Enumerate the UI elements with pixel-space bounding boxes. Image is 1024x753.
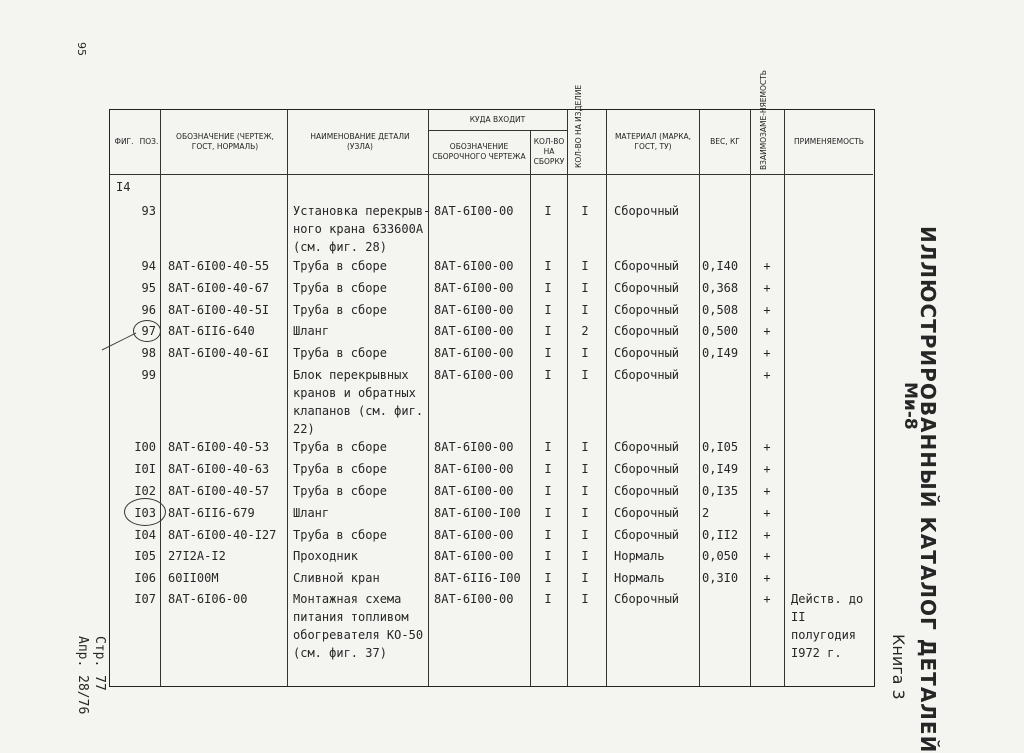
- row-pos: I03: [134, 506, 156, 520]
- row-material: Сборочный: [614, 204, 680, 218]
- row-weight: 0,I49: [702, 346, 739, 360]
- row-material: Сборочный: [614, 592, 680, 606]
- row-qty-assembly: I: [544, 462, 552, 476]
- header-pos: ПОЗ.: [139, 137, 159, 146]
- row-designation: 8АТ-6I00-40-6I: [168, 346, 270, 360]
- row-interchangeability: +: [763, 592, 771, 606]
- row-designation: 8АТ-6I00-40-57: [168, 484, 270, 498]
- row-weight: 0,I40: [702, 259, 739, 273]
- row-weight: 0,II2: [702, 528, 739, 542]
- row-weight: 0,368: [702, 281, 739, 295]
- row-qty-assembly: I: [544, 506, 552, 520]
- row-weight: 0,I05: [702, 440, 739, 454]
- row-designation: 8АТ-6I06-00: [168, 592, 248, 606]
- row-interchangeability: +: [763, 440, 771, 454]
- row-designation: 8АТ-6I00-40-55: [168, 259, 270, 273]
- row-applicability: Действ. до II полугодия I972 г.: [791, 592, 864, 660]
- row-pos: I00: [134, 440, 156, 454]
- row-name: Труба в сборе: [293, 462, 387, 476]
- row-material: Нормаль: [614, 571, 665, 585]
- row-designation: 8АТ-6I00-40-5I: [168, 303, 270, 317]
- row-material: Сборочный: [614, 346, 680, 360]
- row-name: Труба в сборе: [293, 259, 387, 273]
- row-qty-assembly: I: [544, 592, 552, 606]
- figure-number: I4: [116, 180, 131, 194]
- row-qty-assembly: I: [544, 324, 552, 338]
- row-material: Нормаль: [614, 549, 665, 563]
- row-qty-product: I: [581, 346, 589, 360]
- row-qty-assembly: I: [544, 368, 552, 382]
- col-divider: [606, 110, 607, 686]
- row-assembly: 8АТ-6II6-I00: [434, 571, 521, 585]
- row-pos: 98: [141, 346, 156, 360]
- row-material: Сборочный: [614, 259, 680, 273]
- row-qty-product: I: [581, 259, 589, 273]
- hand-circle-103: [124, 498, 166, 526]
- row-name: Труба в сборе: [293, 440, 387, 454]
- row-interchangeability: +: [763, 462, 771, 476]
- header-interchangeability: ВЗАИМОЗАМЕ-НЯЕМОСТЬ: [759, 70, 768, 170]
- row-qty-assembly: I: [544, 484, 552, 498]
- row-name: Установка перекрыв-ного крана 633600А (см. фиг. 28): [293, 204, 431, 254]
- row-qty-product: I: [581, 528, 589, 542]
- header-where-used: КУДА ВХОДИТ: [469, 115, 526, 124]
- row-assembly: 8АТ-6I00-00: [434, 204, 514, 218]
- row-weight: 0,I35: [702, 484, 739, 498]
- row-weight: 2: [702, 506, 710, 520]
- page-reference: [74, 636, 108, 714]
- row-assembly: 8АТ-6I00-00: [434, 462, 514, 476]
- row-designation: 8АТ-6II6-679: [168, 506, 255, 520]
- row-interchangeability: +: [763, 549, 771, 563]
- row-qty-product: I: [581, 368, 589, 382]
- row-assembly: 8АТ-6I00-00: [434, 592, 514, 606]
- row-name: Труба в сборе: [293, 303, 387, 317]
- row-qty-assembly: I: [544, 281, 552, 295]
- row-material: Сборочный: [614, 324, 680, 338]
- row-assembly: 8АТ-6I00-00: [434, 549, 514, 563]
- row-qty-assembly: I: [544, 346, 552, 360]
- row-material: Сборочный: [614, 484, 680, 498]
- row-assembly: 8АТ-6I00-00: [434, 346, 514, 360]
- row-name: Труба в сборе: [293, 528, 387, 542]
- row-pos: I06: [134, 571, 156, 585]
- row-designation: 8АТ-6I00-40-67: [168, 281, 270, 295]
- row-designation: 27I2А-I2: [168, 549, 226, 563]
- page-ref-line1: Стр. 77: [92, 636, 107, 691]
- header-qty-product: КОЛ-ВО НА ИЗДЕЛИЕ: [574, 84, 583, 168]
- row-material: Сборочный: [614, 303, 680, 317]
- row-qty-assembly: I: [544, 528, 552, 542]
- header-assembly-drawing: ОБОЗНАЧЕНИЕ СБОРОЧНОГО ЧЕРТЕЖА: [432, 142, 526, 161]
- row-qty-product: I: [581, 281, 589, 295]
- row-material: Сборочный: [614, 368, 680, 382]
- row-assembly: 8АТ-6I00-00: [434, 440, 514, 454]
- row-interchangeability: +: [763, 303, 771, 317]
- hand-arrow: [100, 330, 150, 354]
- header-bottom-line: [110, 174, 873, 175]
- row-weight: 0,500: [702, 324, 739, 338]
- row-qty-product: I: [581, 303, 589, 317]
- col-divider: [160, 110, 161, 686]
- row-qty-product: I: [581, 204, 589, 218]
- row-weight: 0,3I0: [702, 571, 739, 585]
- row-assembly: 8АТ-6I00-00: [434, 528, 514, 542]
- row-weight: 0,050: [702, 549, 739, 563]
- row-pos: I02: [134, 484, 156, 498]
- row-qty-product: I: [581, 549, 589, 563]
- header-weight: ВЕС, КГ: [710, 137, 740, 146]
- row-interchangeability: +: [763, 368, 771, 382]
- page-number: 95: [75, 42, 88, 56]
- col-divider: [699, 110, 700, 686]
- row-interchangeability: +: [763, 506, 771, 520]
- row-qty-product: 2: [581, 324, 589, 338]
- row-name: Сливной кран: [293, 571, 380, 585]
- row-designation: 8АТ-6I00-40-53: [168, 440, 270, 454]
- row-name: Шланг: [293, 506, 330, 520]
- header-fig: ФИГ.: [114, 137, 134, 146]
- row-interchangeability: +: [763, 324, 771, 338]
- header-name: НАИМЕНОВАНИЕ ДЕТАЛИ (УЗЛА): [310, 132, 410, 151]
- row-material: Сборочный: [614, 528, 680, 542]
- row-designation: 8АТ-6II6-640: [168, 324, 255, 338]
- row-name: Труба в сборе: [293, 346, 387, 360]
- header-qty-assembly: КОЛ-ВО НА СБОРКУ: [533, 137, 565, 166]
- row-pos: 96: [141, 303, 156, 317]
- row-qty-assembly: I: [544, 204, 552, 218]
- row-name: Монтажная схема питания топливом обогревателя КО-50 (см. фиг. 37): [293, 592, 424, 660]
- row-interchangeability: +: [763, 346, 771, 360]
- row-pos: I05: [134, 549, 156, 563]
- row-designation: 8АТ-6I00-40-63: [168, 462, 270, 476]
- header-material: МАТЕРИАЛ (МАРКА, ГОСТ, ТУ): [614, 132, 692, 151]
- row-qty-product: I: [581, 592, 589, 606]
- row-assembly: 8АТ-6I00-00: [434, 324, 514, 338]
- row-pos: I04: [134, 528, 156, 542]
- row-name: Блок перекрывных кранов и обратных клапанов (см. фиг. 22): [293, 368, 424, 436]
- row-assembly: 8АТ-6I00-00: [434, 368, 514, 382]
- row-qty-assembly: I: [544, 440, 552, 454]
- row-pos: 95: [141, 281, 156, 295]
- row-pos: I07: [134, 592, 156, 606]
- row-interchangeability: +: [763, 571, 771, 585]
- row-material: Сборочный: [614, 506, 680, 520]
- row-pos: 94: [141, 259, 156, 273]
- row-qty-assembly: I: [544, 259, 552, 273]
- row-pos: I0I: [134, 462, 156, 476]
- row-interchangeability: +: [763, 484, 771, 498]
- row-qty-assembly: I: [544, 571, 552, 585]
- col-divider: [287, 110, 288, 686]
- row-material: Сборочный: [614, 440, 680, 454]
- row-qty-assembly: I: [544, 303, 552, 317]
- row-assembly: 8АТ-6I00-00: [434, 484, 514, 498]
- row-qty-product: I: [581, 484, 589, 498]
- row-material: Сборочный: [614, 462, 680, 476]
- row-assembly: 8АТ-6I00-00: [434, 259, 514, 273]
- row-designation: 60II00М: [168, 571, 219, 585]
- row-name: Труба в сборе: [293, 484, 387, 498]
- row-qty-assembly: I: [544, 549, 552, 563]
- row-qty-product: I: [581, 506, 589, 520]
- page-ref-line2: Апр. 28/76: [75, 636, 90, 715]
- aircraft-model: Ми-8: [900, 382, 920, 430]
- row-interchangeability: +: [763, 259, 771, 273]
- row-pos: 99: [141, 368, 156, 382]
- header-designation: ОБОЗНАЧЕНИЕ (ЧЕРТЕЖ, ГОСТ, НОРМАЛЬ): [176, 132, 274, 151]
- row-weight: 0,508: [702, 303, 739, 317]
- row-assembly: 8АТ-6I00-I00: [434, 506, 521, 520]
- row-pos: 97: [141, 324, 156, 338]
- header-applicability: ПРИМЕНЯЕМОСТЬ: [794, 137, 864, 146]
- col-divider: [784, 110, 785, 686]
- row-pos: 93: [141, 204, 156, 218]
- row-qty-product: I: [581, 440, 589, 454]
- row-interchangeability: +: [763, 281, 771, 295]
- row-material: Сборочный: [614, 281, 680, 295]
- row-qty-product: I: [581, 462, 589, 476]
- row-designation: 8АТ-6I00-40-I27: [168, 528, 277, 542]
- row-interchangeability: +: [763, 528, 771, 542]
- row-name: Проходник: [293, 549, 359, 563]
- row-qty-product: I: [581, 571, 589, 585]
- row-name: Труба в сборе: [293, 281, 387, 295]
- row-assembly: 8АТ-6I00-00: [434, 281, 514, 295]
- book-number: Книга 3: [889, 634, 908, 700]
- book-title: ИЛЛЮСТРИРОВАННЫЙ КАТАЛОГ ДЕТАЛЕЙ: [916, 226, 940, 753]
- row-assembly: 8АТ-6I00-00: [434, 303, 514, 317]
- row-name: Шланг: [293, 324, 330, 338]
- row-weight: 0,I49: [702, 462, 739, 476]
